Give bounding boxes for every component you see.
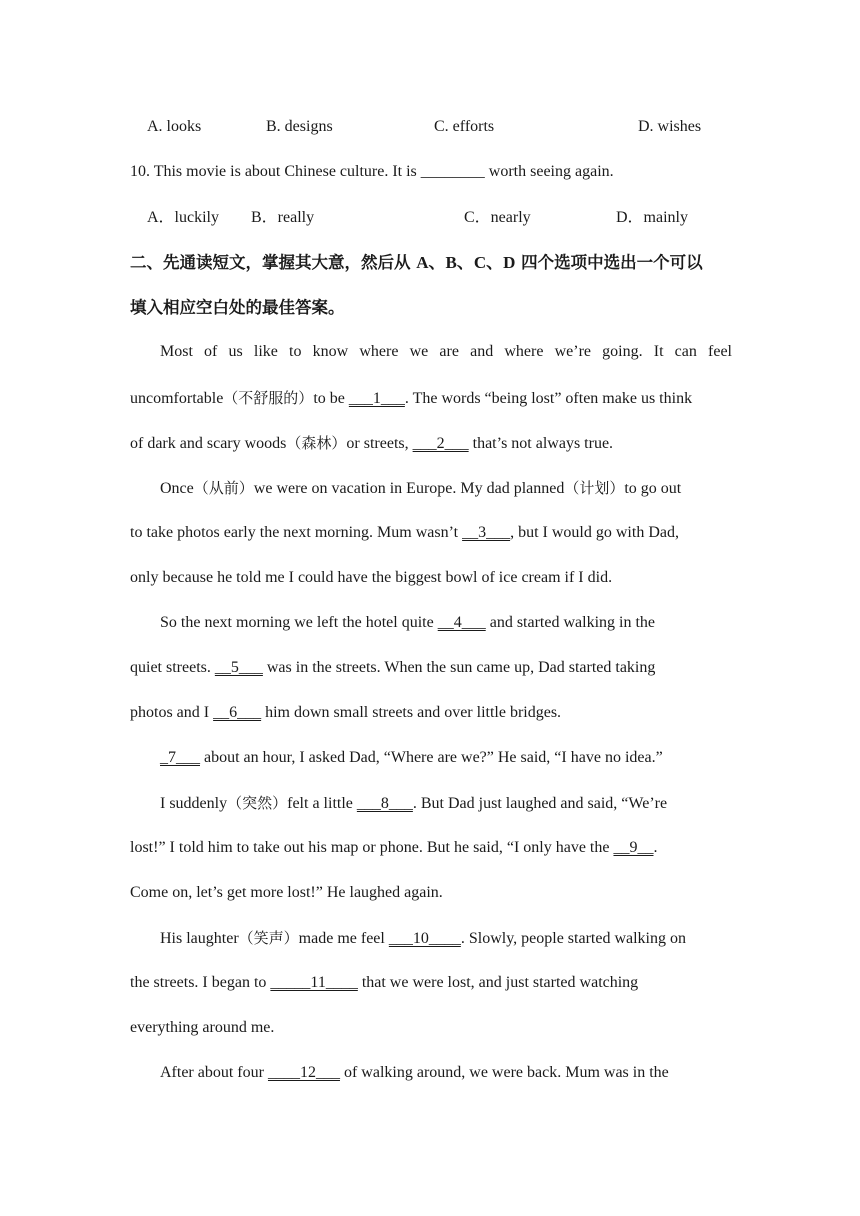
p5-text: I suddenly — [160, 795, 228, 812]
p6-line1 — [160, 928, 732, 949]
p1-text: to be — [313, 390, 349, 407]
q9-option-d: D. wishes — [638, 118, 702, 135]
q9-option-c: C. efforts — [434, 118, 495, 135]
q10-option-c: C．nearly — [464, 209, 531, 226]
section-heading-line2: 填入相应空白处的最佳答案。 — [130, 298, 345, 317]
q10-option-a: A．luckily — [147, 209, 219, 226]
p1-text: uncomfortable — [130, 390, 224, 407]
p2-text: , but I would go with Dad, — [510, 524, 679, 541]
p2-text: Once — [160, 480, 194, 497]
q10-blank: ________ — [420, 163, 485, 180]
p3-line3 — [130, 703, 732, 723]
blank-5: __5___ — [214, 659, 263, 676]
blank-3: __3___ — [462, 524, 511, 541]
p6-gloss: （笑声） — [238, 929, 299, 947]
p6-text: His laughter — [160, 930, 239, 947]
p2-gloss: （从前） — [193, 479, 254, 497]
p1-text: or streets, — [346, 435, 413, 452]
p1-line1: Most of us like to know where we are and where we’re going. It can feel — [160, 343, 732, 360]
p1-gloss: （不舒服的） — [223, 389, 314, 407]
q10-option-d: D．mainly — [616, 209, 688, 226]
q9-option-a: A. looks — [147, 118, 202, 135]
p1-gloss: （森林） — [286, 434, 347, 452]
blank-2: ___2___ — [412, 435, 469, 452]
q9-option-b: B. designs — [266, 118, 333, 135]
p5-text: felt a little — [287, 795, 357, 812]
p2-text: to take photos early the next morning. Mum wasn’t — [130, 524, 463, 541]
p3-line1 — [160, 613, 732, 633]
p7-line1 — [160, 1063, 732, 1083]
p7-text: After about four — [160, 1064, 268, 1081]
p1-text: that’s not always true. — [468, 435, 614, 452]
blank-8: ___8___ — [356, 795, 413, 812]
p1-text: . The words “being lost” often make us think — [404, 390, 693, 407]
q10-stem-text: 10. This movie is about Chinese culture. It is — [130, 163, 421, 180]
p2-text: to go out — [624, 480, 682, 497]
section-heading-letters: A、B、C、D — [416, 253, 516, 272]
p5-gloss: （突然） — [227, 794, 288, 812]
p7-text: of walking around, we were back. Mum was in the — [339, 1064, 669, 1081]
p1-line2 — [130, 388, 732, 409]
q10-stem-text-end: worth seeing again. — [484, 163, 614, 180]
blank-4: __4___ — [437, 614, 486, 631]
p3-text: So the next morning we left the hotel quite — [160, 614, 438, 631]
p4-line1 — [160, 748, 732, 768]
p5-line2 — [130, 838, 732, 858]
p2-text: we were on vacation in Europe. My dad planned — [253, 480, 565, 497]
p5-line1 — [160, 793, 732, 814]
q10-stem — [130, 162, 732, 182]
blank-11: _____11____ — [270, 974, 358, 991]
p1-line3 — [130, 433, 732, 454]
p3-text: photos and I — [130, 704, 214, 721]
p3-text: and started walking in the — [485, 614, 656, 631]
p2-line2 — [130, 523, 732, 543]
blank-9: __9__ — [613, 839, 654, 856]
p3-text: was in the streets. When the sun came up, Dad started taking — [262, 659, 656, 676]
section-heading-part2: 四个选项中选出一个可以 — [515, 253, 703, 272]
p2-gloss: （计划） — [564, 479, 625, 497]
blank-1: ___1___ — [348, 390, 405, 407]
p6-line3: everything around me. — [130, 1019, 275, 1036]
p2-line1 — [160, 478, 732, 499]
blank-10: ___10____ — [388, 930, 461, 947]
p5-text: lost!” I told him to take out his map or phone. But he said, “I only have the — [130, 839, 614, 856]
p1-text: of dark and scary woods — [130, 435, 287, 452]
p2-line3: only because he told me I could have the biggest bowl of ice cream if I did. — [130, 569, 613, 586]
section-heading — [130, 253, 732, 273]
blank-7: _7___ — [160, 749, 200, 766]
p5-text: . — [653, 839, 658, 856]
section-heading-part1: 二、先通读短文，掌握其大意，然后从 — [130, 253, 417, 272]
p4-text: about an hour, I asked Dad, “Where are we?” He said, “I have no idea.” — [200, 749, 663, 766]
blank-6: __6___ — [213, 704, 262, 721]
p5-line3: Come on, let’s get more lost!” He laughed again. — [130, 884, 443, 901]
p6-text: . Slowly, people started walking on — [460, 930, 686, 947]
p6-text: the streets. I began to — [130, 974, 271, 991]
p6-text: that we were lost, and just started watching — [357, 974, 639, 991]
blank-12: ____12___ — [267, 1064, 340, 1081]
p3-line2 — [130, 658, 732, 678]
p6-line2 — [130, 973, 732, 993]
p3-text: him down small streets and over little bridges. — [261, 704, 562, 721]
q10-option-b: B．really — [251, 209, 315, 226]
p6-text: made me feel — [298, 930, 389, 947]
p3-text: quiet streets. — [130, 659, 215, 676]
p5-text: . But Dad just laughed and said, “We’re — [412, 795, 668, 812]
